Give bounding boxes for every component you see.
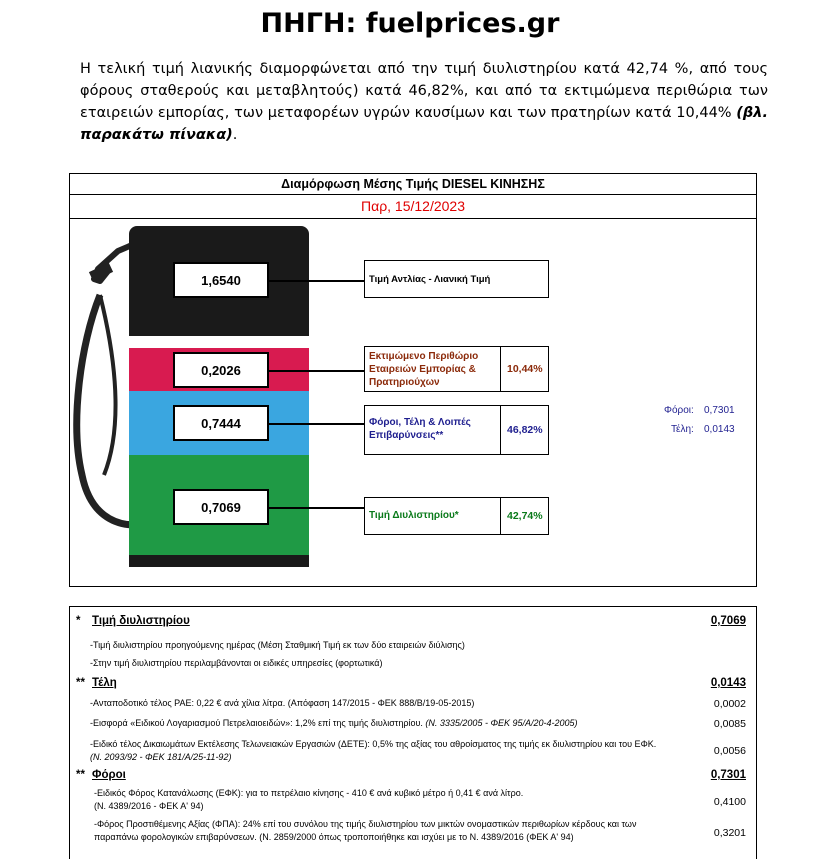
margin-value: 0,2026: [173, 352, 269, 388]
taxes-label-box: [364, 405, 549, 455]
taxes-header-label: Φόροι: [92, 769, 126, 781]
pump-gap: [129, 336, 309, 348]
taxes-percent: 46,82%: [507, 424, 543, 436]
refinery-percent: 42,74%: [507, 510, 543, 522]
chart-date: Παρ, 15/12/2023: [360, 198, 465, 214]
connector-line: [269, 507, 364, 509]
page-title: ΠΗΓΗ: fuelprices.gr: [260, 8, 560, 39]
fees-header-label: Τέλη: [92, 677, 117, 689]
refinery-label-box: [364, 497, 549, 535]
taxes-note-value: 0,7301: [704, 405, 735, 416]
chart-title: Διαμόρφωση Μέσης Τιμής DIESEL ΚΙΝΗΣΗΣ: [70, 174, 756, 195]
margin-label-box: [364, 346, 549, 392]
refinery-label: Τιμή Διυλιστηρίου*: [369, 510, 459, 521]
divider: [500, 406, 501, 454]
margin-label: Εκτιμώμενο Περιθώριο Εταιρειών Εμπορίας & Πρατηριούχων: [369, 351, 479, 388]
refinery-header-amount: 0,7069: [710, 615, 746, 627]
taxes-header-amount: 0,7301: [710, 769, 746, 781]
refinery-header-label: Τιμή διυλιστηρίου: [92, 615, 190, 627]
intro-note: (βλ. παρακάτω πίνακα): [80, 105, 768, 143]
connector-line: [269, 280, 364, 282]
footnote-star: **: [76, 769, 85, 781]
connector-line: [269, 370, 364, 372]
intro-text: Η τελική τιμή λιανικής διαμορφώνεται από την τιμή διυλιστηρίου κατά 42,74 %, από τους φόρους σταθερούς και μεταβλητούς) κατά 46,82%, και από τα εκτιμώμενα περιθώρια των εταιρειών εμπορίας, των μεταφορέων υγρών καυσίμων και των πρατηρίων κατά 10,44%: [80, 61, 768, 121]
taxes-label: Φόροι, Τέλη & Λοιπές Επιβαρύνσεις**: [369, 417, 471, 441]
taxes-value: 0,7444: [173, 405, 269, 441]
pump-price-value: 1,6540: [173, 262, 269, 298]
pump-price-label: Τιμή Αντλίας - Λιανική Τιμή: [364, 260, 549, 298]
margin-percent: 10,44%: [507, 363, 543, 375]
intro-paragraph: [80, 58, 768, 146]
taxes-header-row: [70, 769, 758, 785]
taxes-note-label: Φόροι:: [664, 405, 694, 416]
fees-header-amount: 0,0143: [710, 677, 746, 689]
footnote-star: *: [76, 615, 81, 627]
intro-end: .: [232, 127, 238, 143]
divider: [500, 347, 501, 391]
fees-note-value: 0,0143: [704, 424, 735, 435]
connector-line: [269, 423, 364, 425]
footnote-star: **: [76, 677, 85, 689]
fees-note-label: Τέλη:: [671, 424, 694, 435]
fees-header-row: [70, 677, 758, 693]
details-table: * Τιμή διυλιστηρίου 0,7069 -Τιμή διυλιστηρίου προηγούμενης ημέρας (Μέση Σταθμική Τιμή εκ των δύο εταιρειών διύλισης) -Στην τιμή διυλιστηρίου περιλαμβάνονται οι ειδικές υπηρεσίες (φορτωτικά) ** Τέλη 0,0143 -Ανταποδοτικό τέλος ΡΑΕ: 0,22 € ανά χίλια λίτρα. (Απόφαση 147/2015 - ΦΕΚ 888/Β/19-05-2015) 0,0002 -Εισφορά «Ειδικού Λογαριασμού Πετρελαιοειδών»: 1,2% επί της τιμής διυλιστηρίου. (Ν. 3335/2005 - ΦΕΚ 95/Α/20-4-2005) 0,0085 -Ειδικό τέλος Δικαιωμάτων Εκτέλεσης Τελωνειακών Εργασιών (ΔΕΤΕ): 0,5% της αξίας του αθροίσματος της τιμής εκ διυλιστηρίου και του ΕΦΚ. (Ν. 2093/92 - ΦΕΚ 181/Α/25-11-92) 0,0056 ** Φόροι 0,7301 -Ειδικός Φόρος Κατανάλωσης (ΕΦΚ): για το πετρέλαιο κίνησης - 410 € ανά κυβικό μέτρο ή 0,41 € ανά λίτρο. (Ν. 4389/2016 - ΦΕΚ Α' 94) 0,4100 -Φόρος Προστιθέμενης Αξίας (ΦΠΑ): 24% επί του συνόλου της τιμής διυλιστηρίου των μικτών ονομαστικών περιθωρίων κέρδους και των παραπάνω φορολογικών επιβαρύνσεων. (Ν. 2859/2000 όπως τροποποιήθηκε και ισχύει με το Ν. 4389/2016 (ΦΕΚ Α' 94) 0,3201: [69, 606, 757, 859]
divider: [500, 498, 501, 534]
refinery-value: 0,7069: [173, 489, 269, 525]
pump-base: [129, 555, 309, 567]
refinery-header-row: [70, 615, 758, 631]
